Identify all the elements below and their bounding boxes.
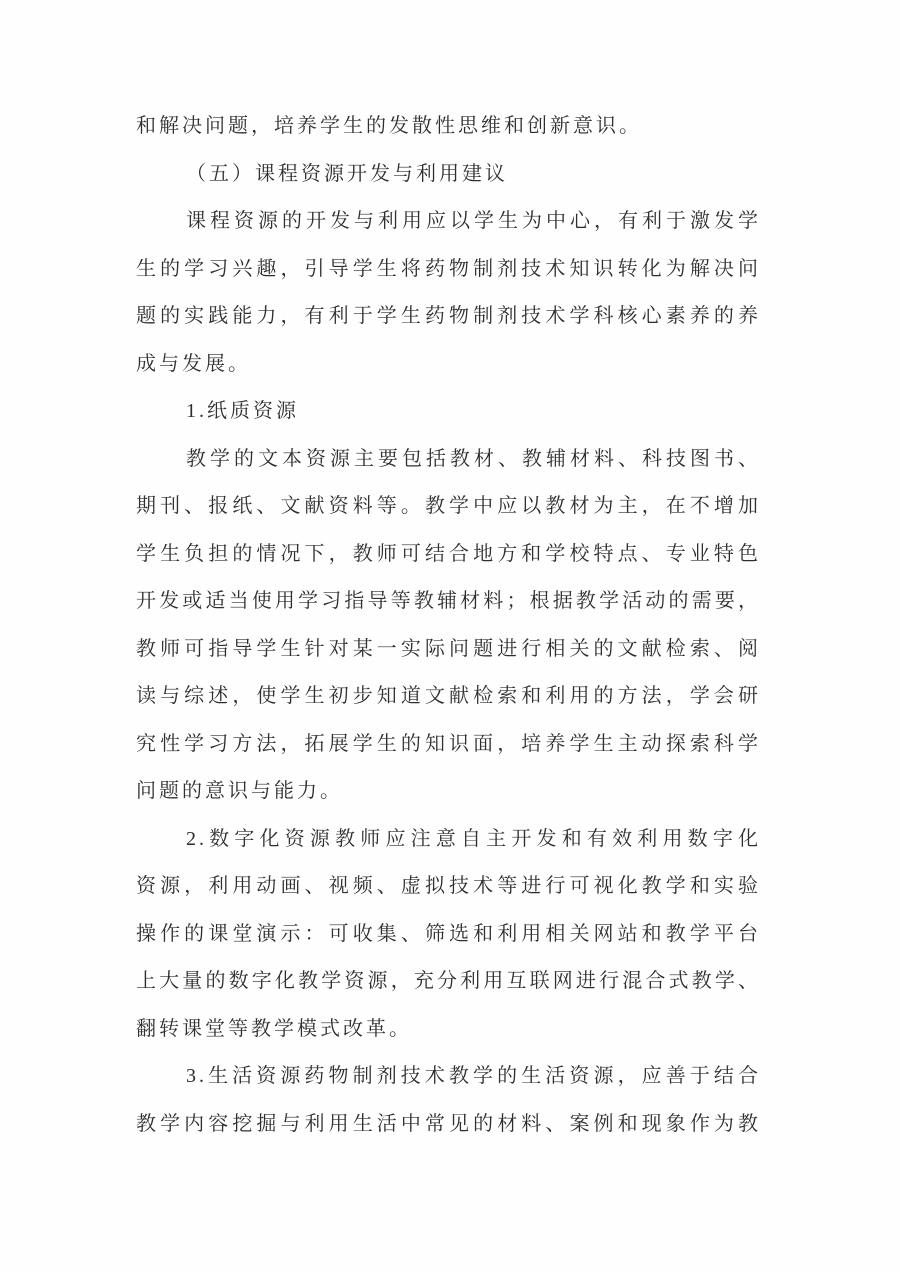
text-line: 期刊、报纸、文献资料等。教学中应以教材为主，在不增加	[136, 495, 761, 517]
text-line: 究性学习方法，拓展学生的知识面，培养学生主动探索科学	[136, 732, 761, 755]
text-line: 成与发展。	[136, 352, 251, 375]
text-line: 课程资源的开发与利用应以学生为中心，有利于激发学	[186, 210, 761, 232]
document-page	[136, 103, 761, 1148]
text-line: 问题的意识与能力。	[136, 780, 343, 802]
text-line: 教学的文本资源主要包括教材、教辅材料、科技图书、	[186, 447, 761, 470]
text-line: 教学内容挖掘与利用生活中常见的材料、案例和现象作为教	[136, 1112, 761, 1135]
text-line: 读与综述，使学生初步知道文献检索和利用的方法，学会研	[136, 685, 761, 707]
text-line: 题的实践能力，有利于学生药物制剂技术学科核心素养的养	[136, 305, 761, 327]
text-line: 学生负担的情况下，教师可结合地方和学校特点、专业特色	[136, 542, 761, 565]
text-line: 2.数字化资源教师应注意自主开发和有效利用数字化	[186, 827, 761, 850]
text-line: 上大量的数字化教学资源，充分利用互联网进行混合式教学、	[136, 970, 761, 992]
text-line: 操作的课堂演示：可收集、筛选和利用相关网站和教学平台	[136, 922, 761, 945]
text-line: 3.生活资源药物制剂技术教学的生活资源，应善于结合	[186, 1065, 761, 1087]
text-line: 1.纸质资源	[186, 400, 299, 422]
text-line: 教师可指导学生针对某一实际问题进行相关的文献检索、阅	[136, 637, 761, 660]
text-line: 和解决问题，培养学生的发散性思维和创新意识。	[136, 115, 642, 137]
text-line: 翻转课堂等教学模式改革。	[136, 1017, 412, 1040]
text-line: 生的学习兴趣，引导学生将药物制剂技术知识转化为解决问	[136, 257, 761, 280]
document-body	[136, 103, 761, 1148]
text-line: 开发或适当使用学习指导等教辅材料；根据教学活动的需要，	[136, 590, 761, 612]
text-line: 资源，利用动画、视频、虚拟技术等进行可视化教学和实验	[136, 875, 761, 897]
text-line: （五）课程资源开发与利用建议	[186, 162, 508, 185]
